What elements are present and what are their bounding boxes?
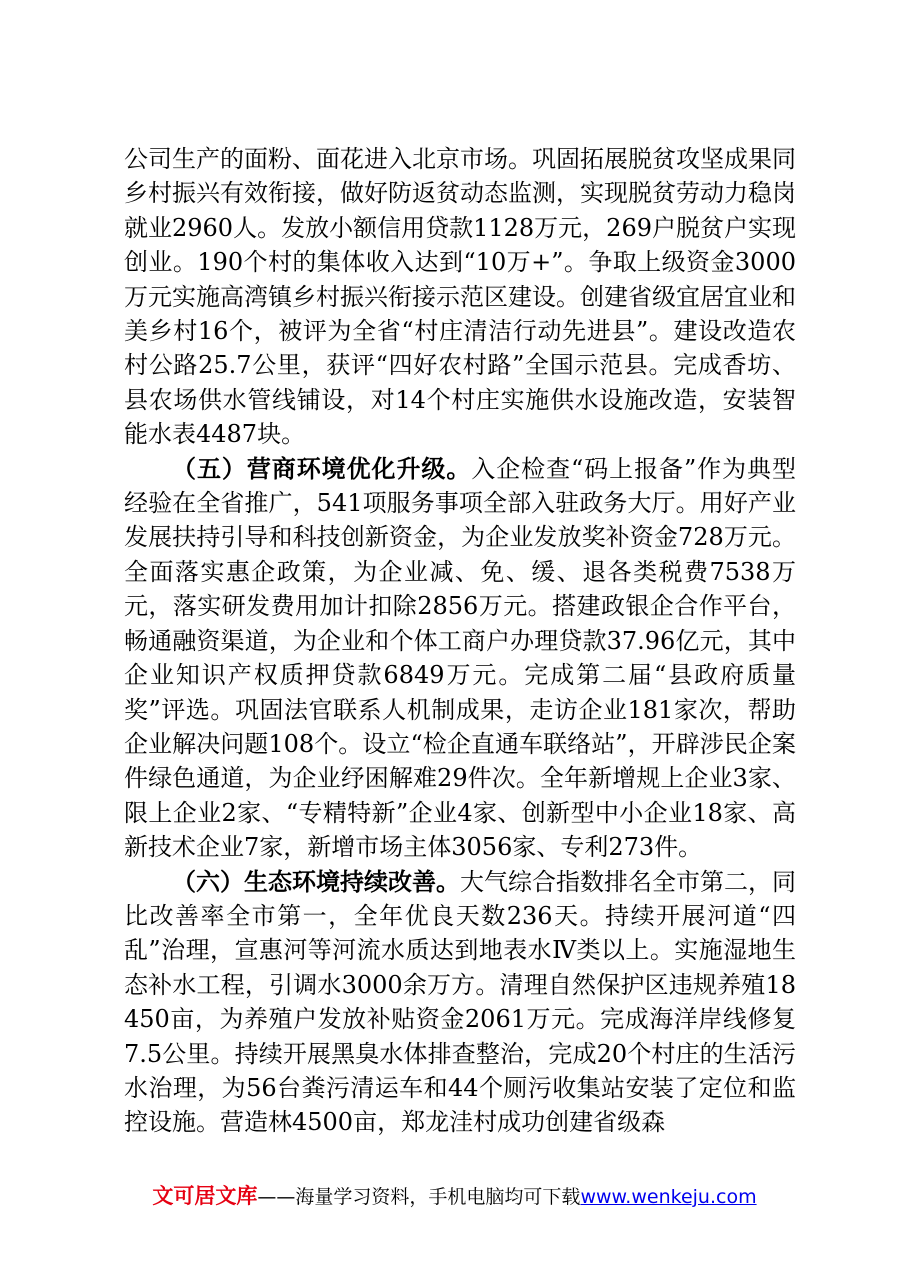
footer-brand: 文可居文库	[152, 1184, 258, 1208]
footer-tagline: ——海量学习资料，手机电脑均可下载	[257, 1186, 581, 1208]
section-heading-six: （六）生态环境持续改善。	[172, 866, 460, 896]
paragraph-text: 公司生产的面粉、面花进入北京市场。巩固拓展脱贫攻坚成果同乡村振兴有效衔接，做好防返贫动态监测，实现脱贫劳动力稳岗就业2960人。发放小额信用贷款1128万元，269户脱贫户实现创业。190个村的集体收入达到“10万+”。争取上级资金3000万元实施高湾镇乡村振兴衔接示范区建设。创建省级宜居宜业和美乡村16个，被评为全省“村庄清洁行动先进县”。建设改造农村公路25.7公里，获评“四好农村路”全国示范县。完成香坊、县农场供水管线铺设，对14个村庄实施供水设施改造，安装智能水表4487块。	[124, 145, 796, 449]
document-body	[124, 142, 796, 1140]
footer-link[interactable]: www.wenkeju.com	[580, 1186, 757, 1208]
paragraph-text: 大气综合指数排名全市第二，同比改善率全市第一，全年优良天数236天。持续开展河道“四乱”治理，宣惠河等河流水质达到地表水Ⅳ类以上。实施湿地生态补水工程，引调水3000余万方。清理自然保护区违规养殖18450亩，为养殖户发放补贴资金2061万元。完成海洋岸线修复7.5公里。持续开展黑臭水体排查整治，完成20个村庄的生活污水治理，为56台粪污清运车和44个厕污收集站安装了定位和监控设施。营造林4500亩，郑龙洼村成功创建省级森	[124, 867, 796, 1137]
paragraph-text: 入企检查“码上报备”作为典型经验在全省推广，541项服务事项全部入驻政务大厅。用好产业发展扶持引导和科技创新资金，为企业发放奖补资金728万元。全面落实惠企政策，为企业减、免、缓、退各类税费7538万元，落实研发费用加计扣除2856万元。搭建政银企合作平台，畅通融资渠道，为企业和个体工商户办理贷款37.96亿元，其中企业知识产权质押贷款6849万元。完成第二届“县政府质量奖”评选。巩固法官联系人机制成果，走访企业181家次，帮助企业解决问题108个。设立“检企直通车联络站”，开辟涉民企案件绿色通道，为企业纾困解难29件次。全年新增规上企业3家、限上企业2家、“专精特新”企业4家、创新型中小企业18家、高新技术企业7家，新增市场主体3056家、专利273件。	[124, 454, 796, 862]
paragraph-ecological-environment	[124, 865, 796, 1140]
paragraph-rural-revitalization	[124, 142, 796, 452]
paragraph-business-environment	[124, 452, 796, 865]
footer-banner	[0, 1182, 909, 1211]
section-heading-five: （五）营商环境优化升级。	[172, 453, 472, 483]
